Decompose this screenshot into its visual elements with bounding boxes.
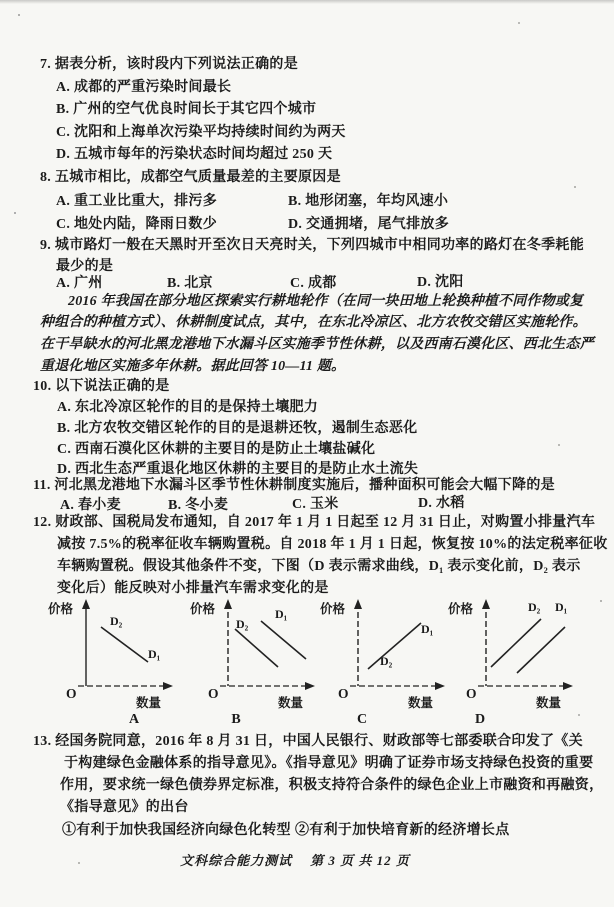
q7-option-a: A. 成都的严重污染时间最长 bbox=[56, 80, 232, 95]
q11-option-d: D. 水稻 bbox=[418, 496, 465, 511]
q7-stem: 7. 据表分析，该时段内下列说法正确的是 bbox=[40, 57, 298, 72]
up-arrow-icon bbox=[354, 599, 362, 609]
q11-option-b: B. 冬小麦 bbox=[168, 498, 229, 513]
up-arrow-icon bbox=[224, 599, 232, 609]
q9-option-b: B. 北京 bbox=[167, 276, 213, 291]
scan-noise bbox=[18, 14, 20, 16]
graph-d-price-label: 价格 bbox=[448, 602, 474, 616]
q8-option-b: B. 地形闭塞，年均风速小 bbox=[288, 194, 449, 209]
passage-line-4: 重退化地区实施多年休耕。据此回答 10—11 题。 bbox=[40, 359, 346, 374]
graph-c-d1-label: D₁ bbox=[421, 622, 434, 636]
graph-b-d1-label: D₁ bbox=[275, 607, 288, 621]
q12-line-1: 12. 财政部、国税局发布通知，自 2017 年 1 月 1 日起至 12 月 31 日止，对购置小排量汽车 bbox=[33, 515, 596, 530]
right-arrow-icon bbox=[435, 682, 445, 690]
passage-line-3: 在干旱缺水的河北黑龙港地下水漏斗区实施季节性休耕，以及西南石漠化区、西北生态严 bbox=[40, 337, 594, 352]
q10-stem: 10. 以下说法正确的是 bbox=[33, 379, 170, 394]
graph-b-quantity-label: 数量 bbox=[278, 696, 304, 709]
q9-option-a: A. 广州 bbox=[56, 276, 103, 291]
q10-option-d: D. 西北生态严重退化地区休耕的主要目的是防止水土流失 bbox=[57, 462, 419, 477]
q10-option-b: B. 北方农牧交错区轮作的目的是退耕还牧，遏制生态恶化 bbox=[57, 421, 418, 436]
graph-a-price-label: 价格 bbox=[48, 602, 74, 616]
q8-stem: 8. 五城市相比，成都空气质量最差的主要原因是 bbox=[40, 170, 341, 185]
demand-graph-b bbox=[188, 597, 323, 709]
q9-option-c: C. 成都 bbox=[290, 276, 337, 291]
up-arrow-icon bbox=[82, 599, 90, 609]
q7-option-c: C. 沈阳和上海单次污染平均持续时间约为两天 bbox=[56, 125, 346, 140]
graph-a-quantity-label: 数量 bbox=[136, 696, 162, 709]
q11-option-a: A. 春小麦 bbox=[60, 498, 121, 513]
q7-option-d: D. 五城市每年的污染状态时间均超过 250 天 bbox=[56, 147, 333, 162]
footer-page-number: 第 3 页 共 12 页 bbox=[310, 853, 410, 868]
demand-graph-d bbox=[446, 597, 586, 709]
demand-graph-c bbox=[318, 597, 453, 709]
q13-line-4: 《指导意见》的出台 bbox=[60, 800, 189, 815]
graph-a-d2-label: D₂ bbox=[110, 614, 123, 628]
graph-choice-d: D bbox=[474, 712, 486, 727]
q10-option-c: C. 西南石漠化区休耕的主要目的是防止土壤盐碱化 bbox=[57, 442, 376, 457]
graph-d-origin: O bbox=[466, 686, 477, 701]
q8-option-c: C. 地处内陆，降雨日数少 bbox=[56, 217, 218, 232]
q9-stem-line1: 9. 城市路灯一般在天黑时开至次日天亮时关，下列四城市中相同功率的路灯在冬季耗能 bbox=[40, 238, 584, 253]
q10-option-a: A. 东北冷凉区轮作的目的是保持土壤肥力 bbox=[57, 400, 319, 415]
demand-graph-a bbox=[46, 597, 181, 709]
q11-option-c: C. 玉米 bbox=[292, 497, 339, 512]
q13-line-2: 于构建绿色金融体系的指导意见》。《指导意见》明确了证券市场支持绿色投资的重要 bbox=[64, 756, 594, 771]
page-footer bbox=[0, 850, 590, 869]
graph-choice-c: C bbox=[356, 712, 368, 727]
graph-c-quantity-label: 数量 bbox=[408, 696, 434, 709]
q13-item-2: ②有利于加快培育新的经济增长点 bbox=[295, 823, 510, 838]
passage-line-2: 种组合的种植方式）、休耕制度试点，其中，在东北冷凉区、北方农牧交错区实施轮作。 bbox=[40, 315, 587, 330]
right-arrow-icon bbox=[305, 682, 315, 690]
passage-line-1: 2016 年我国在部分地区探索实行耕地轮作（在同一块田地上轮换种植不同作物或复 bbox=[68, 294, 584, 309]
up-arrow-icon bbox=[482, 599, 490, 609]
graph-d-quantity-label: 数量 bbox=[536, 696, 562, 709]
q13-item-1: ①有利于加快我国经济向绿色化转型 bbox=[62, 823, 291, 838]
graph-b-d2-label: D₂ bbox=[236, 617, 249, 631]
q13-line-3: 作用，要求统一绿色债券界定标准，积极支持符合条件的绿色企业上市融资和再融资， bbox=[60, 778, 604, 793]
q13-line-1: 13. 经国务院同意，2016 年 8 月 31 日，中国人民银行、财政部等七部委联合印发了《关 bbox=[33, 734, 583, 749]
graph-c-price-label: 价格 bbox=[320, 602, 346, 616]
graph-choice-b: B bbox=[231, 712, 241, 727]
q8-option-d: D. 交通拥堵，尾气排放多 bbox=[288, 217, 450, 232]
q12-line-4: 变化后）能反映对小排量汽车需求变化的是 bbox=[57, 581, 329, 596]
q7-option-b: B. 广州的空气优良时间长于其它四个城市 bbox=[56, 102, 317, 117]
graph-a-origin: O bbox=[66, 686, 77, 701]
q8-option-a: A. 重工业比重大，排污多 bbox=[56, 194, 218, 209]
graph-a-d1-label: D₁ bbox=[148, 647, 161, 661]
graph-choice-a: A bbox=[128, 712, 140, 727]
graph-b-origin: O bbox=[208, 686, 219, 701]
right-arrow-icon bbox=[163, 682, 173, 690]
graph-c-origin: O bbox=[338, 686, 349, 701]
q9-option-d: D. 沈阳 bbox=[417, 275, 464, 290]
q12-line-2: 减按 7.5%的税率征收车辆购置税。自 2018 年 1 月 1 日起，恢复按 10%的法定税率征收 bbox=[57, 537, 608, 552]
graph-c-d2-label: D₂ bbox=[380, 654, 393, 668]
q12-line-3: 车辆购置税。假设其他条件不变，下图（D 表示需求曲线，D₁ 表示变化前，D₂ 表示 bbox=[57, 559, 581, 574]
footer-title: 文科综合能力测试 bbox=[180, 853, 293, 868]
graph-d-d2-label: D₂ bbox=[528, 600, 541, 614]
graph-b-price-label: 价格 bbox=[190, 602, 216, 616]
q11-stem: 11. 河北黑龙港地下水漏斗区季节性休耕制度实施后，播种面积可能会大幅下降的是 bbox=[33, 478, 555, 493]
graph-d-d1-label: D₁ bbox=[555, 600, 568, 614]
right-arrow-icon bbox=[563, 682, 573, 690]
q9-stem-line2: 最少的是 bbox=[56, 259, 114, 274]
